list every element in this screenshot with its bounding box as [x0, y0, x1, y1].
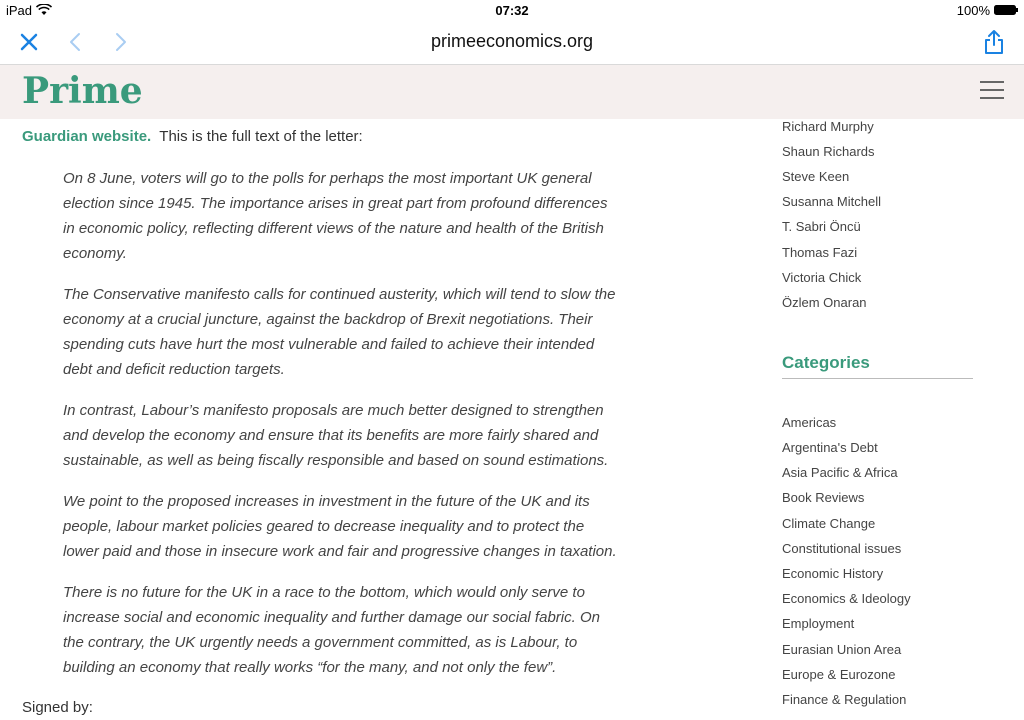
- letter-paragraph: In contrast, Labour’s manifesto proposals are much better designed to strengthen and develop the economy and ensure that its benefits are more fairly shared and sustainable, as well as being fiscally responsible and based on sound estimations.: [63, 402, 609, 469]
- contributor-link[interactable]: Thomas Fazi: [782, 245, 858, 260]
- category-link[interactable]: Asia Pacific & Africa: [782, 465, 898, 480]
- back-arrow-icon[interactable]: [66, 31, 86, 53]
- category-link[interactable]: Europe & Eurozone: [782, 667, 896, 682]
- close-icon[interactable]: [18, 31, 40, 53]
- letter-paragraph: On 8 June, voters will go to the polls for perhaps the most important UK general election since 1945. The importance arises in great part from profound differences in economic policy, reflecting different views of the nature and health of the British economy.: [63, 170, 608, 262]
- url-bar[interactable]: primeeconomics.org: [430, 31, 594, 51]
- category-link[interactable]: Economics & Ideology: [782, 591, 911, 606]
- contributor-link[interactable]: Shaun Richards: [782, 144, 875, 159]
- category-link[interactable]: Argentina's Debt: [782, 440, 878, 455]
- signed-by-label: Signed by:: [22, 699, 93, 716]
- category-link[interactable]: Americas: [782, 415, 837, 430]
- contributor-link[interactable]: T. Sabri Öncü: [782, 219, 861, 234]
- site-header: [0, 65, 1024, 119]
- category-link[interactable]: Employment: [782, 616, 855, 631]
- letter-paragraph: The Conservative manifesto calls for continued austerity, which will tend to slow the economy at a crucial juncture, against the backdrop of Brexit negotiations. Their spending cuts have hurt the most vulnerable and failed to achieve their intended debt and deficit reduction targets.: [63, 286, 616, 378]
- share-icon[interactable]: [982, 29, 1006, 55]
- contributor-link[interactable]: Victoria Chick: [782, 270, 862, 285]
- letter-paragraph: We point to the proposed increases in investment in the future of the UK and its people, labour market policies geared to decrease inequality and to protect the lower paid and those in insecure work and fair and progressive changes in taxation.: [63, 493, 617, 560]
- category-link[interactable]: Constitutional issues: [782, 541, 902, 556]
- contributor-link[interactable]: Susanna Mitchell: [782, 194, 881, 209]
- category-link[interactable]: Finance & Regulation: [782, 692, 907, 707]
- contributor-link[interactable]: Richard Murphy: [782, 119, 874, 134]
- hamburger-menu-icon[interactable]: [980, 81, 1004, 101]
- site-logo[interactable]: Prime: [22, 70, 143, 112]
- battery-percent: 100%: [956, 3, 990, 18]
- category-link[interactable]: Economic History: [782, 566, 884, 581]
- letter-paragraph: There is no future for the UK in a race to the bottom, which would only serve to increase social and economic inequality and further damage our social fabric. On the contrary, the UK urgently needs a government committed, as is Labour, to building an economy that really works “for the many, and not only the few”.: [63, 584, 600, 676]
- contributor-link[interactable]: Steve Keen: [782, 169, 850, 184]
- categories-heading: Categories: [782, 353, 973, 379]
- intro-text: This is the full text of the letter:: [159, 128, 363, 145]
- contributor-link[interactable]: Özlem Onaran: [782, 295, 867, 310]
- forward-arrow-icon[interactable]: [110, 31, 130, 53]
- guardian-link[interactable]: Guardian website: [22, 128, 148, 145]
- browser-toolbar: [0, 22, 1024, 65]
- category-link[interactable]: Eurasian Union Area: [782, 642, 902, 657]
- battery-icon: [994, 5, 1018, 15]
- category-link[interactable]: Climate Change: [782, 516, 876, 531]
- article-intro: [22, 128, 363, 145]
- status-bar: [0, 0, 1024, 22]
- clock: 07:32: [495, 3, 529, 18]
- device-label: iPad: [6, 3, 33, 18]
- category-link[interactable]: Book Reviews: [782, 490, 865, 505]
- intro-dot: .: [147, 128, 152, 145]
